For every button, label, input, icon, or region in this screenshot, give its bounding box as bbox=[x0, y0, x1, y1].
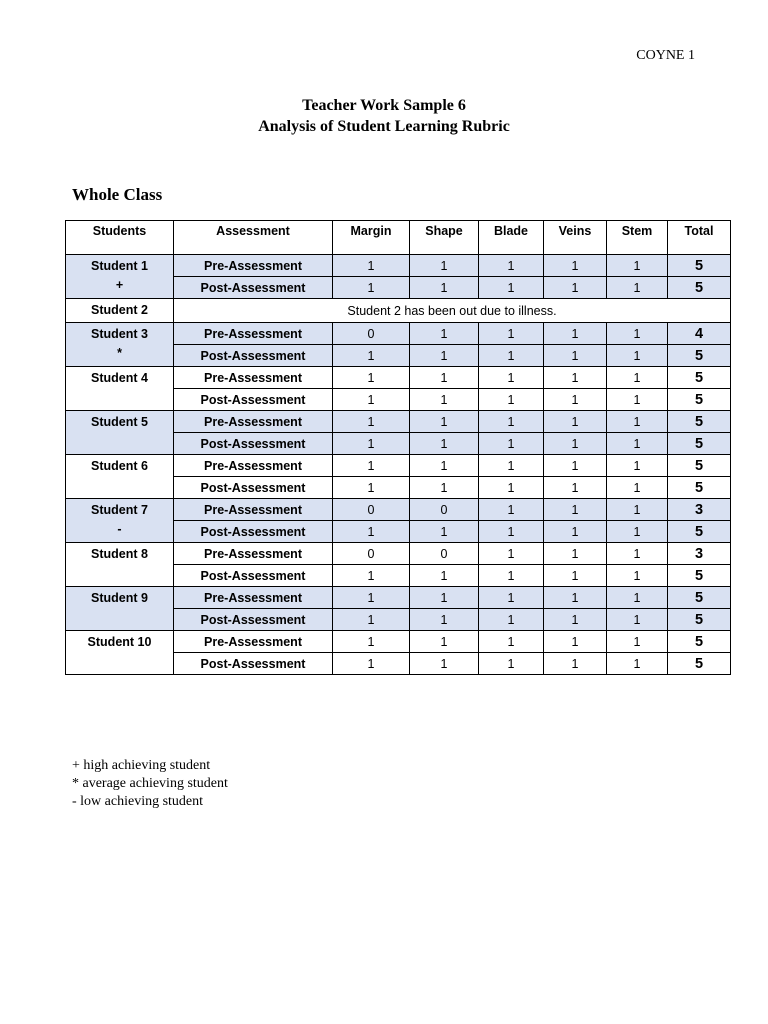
score-cell: 1 bbox=[333, 521, 410, 543]
table-row bbox=[66, 367, 731, 389]
table-header-row bbox=[66, 221, 731, 255]
rubric-table bbox=[65, 220, 731, 675]
score-cell: 1 bbox=[607, 389, 668, 411]
score-cell: 1 bbox=[479, 653, 544, 675]
rubric-table-body bbox=[66, 255, 731, 675]
score-cell: 1 bbox=[607, 411, 668, 433]
assessment-label: Pre-Assessment bbox=[174, 367, 333, 389]
score-cell: 1 bbox=[544, 367, 607, 389]
student-name: Student 8 bbox=[91, 547, 148, 561]
score-cell: 1 bbox=[607, 345, 668, 367]
score-cell: 1 bbox=[607, 499, 668, 521]
assessment-label: Post-Assessment bbox=[174, 389, 333, 411]
assessment-label: Pre-Assessment bbox=[174, 255, 333, 277]
score-cell: 1 bbox=[333, 609, 410, 631]
student-name: Student 5 bbox=[91, 415, 148, 429]
score-cell: 1 bbox=[544, 565, 607, 587]
assessment-label: Pre-Assessment bbox=[174, 323, 333, 345]
assessment-label: Post-Assessment bbox=[174, 653, 333, 675]
section-heading: Whole Class bbox=[72, 185, 163, 204]
score-cell: 1 bbox=[333, 433, 410, 455]
score-cell: 1 bbox=[607, 587, 668, 609]
score-cell: 1 bbox=[544, 345, 607, 367]
score-cell: 1 bbox=[479, 499, 544, 521]
score-cell: 1 bbox=[479, 345, 544, 367]
score-cell: 1 bbox=[333, 477, 410, 499]
total-cell: 5 bbox=[668, 389, 731, 411]
score-cell: 1 bbox=[410, 609, 479, 631]
student-name-cell bbox=[66, 499, 174, 543]
assessment-label: Post-Assessment bbox=[174, 565, 333, 587]
assessment-label: Pre-Assessment bbox=[174, 455, 333, 477]
score-cell: 1 bbox=[410, 521, 479, 543]
student-name-cell bbox=[66, 299, 174, 323]
score-cell: 1 bbox=[607, 543, 668, 565]
score-cell: 1 bbox=[410, 345, 479, 367]
table-row bbox=[66, 587, 731, 609]
score-cell: 1 bbox=[333, 345, 410, 367]
score-cell: 1 bbox=[479, 323, 544, 345]
score-cell: 0 bbox=[410, 499, 479, 521]
score-cell: 1 bbox=[479, 609, 544, 631]
achievement-mark: - bbox=[117, 522, 122, 536]
legend-item: - low achieving student bbox=[72, 794, 204, 809]
score-cell: 1 bbox=[479, 455, 544, 477]
total-cell: 5 bbox=[668, 609, 731, 631]
score-cell: 1 bbox=[544, 653, 607, 675]
score-cell: 1 bbox=[333, 411, 410, 433]
student-name-cell bbox=[66, 255, 174, 299]
score-cell: 1 bbox=[479, 587, 544, 609]
column-header: Assessment bbox=[174, 221, 333, 255]
score-cell: 1 bbox=[544, 411, 607, 433]
score-cell: 1 bbox=[544, 323, 607, 345]
table-row bbox=[66, 543, 731, 565]
total-cell: 5 bbox=[668, 367, 731, 389]
score-cell: 1 bbox=[544, 433, 607, 455]
score-cell: 1 bbox=[544, 477, 607, 499]
total-cell: 5 bbox=[668, 565, 731, 587]
score-cell: 1 bbox=[333, 653, 410, 675]
score-cell: 1 bbox=[607, 367, 668, 389]
score-cell: 1 bbox=[333, 277, 410, 299]
total-cell: 3 bbox=[668, 499, 731, 521]
assessment-label: Pre-Assessment bbox=[174, 543, 333, 565]
student-name-cell bbox=[66, 411, 174, 455]
student-name: Student 1 bbox=[91, 259, 148, 273]
score-cell: 1 bbox=[607, 609, 668, 631]
score-cell: 1 bbox=[544, 455, 607, 477]
assessment-label: Post-Assessment bbox=[174, 345, 333, 367]
score-cell: 1 bbox=[607, 277, 668, 299]
score-cell: 1 bbox=[607, 477, 668, 499]
student-name-cell bbox=[66, 367, 174, 411]
score-cell: 1 bbox=[544, 389, 607, 411]
column-header: Veins bbox=[544, 221, 607, 255]
score-cell: 1 bbox=[410, 477, 479, 499]
total-cell: 5 bbox=[668, 477, 731, 499]
score-cell: 1 bbox=[410, 277, 479, 299]
table-row bbox=[66, 499, 731, 521]
score-cell: 1 bbox=[544, 587, 607, 609]
total-cell: 5 bbox=[668, 277, 731, 299]
student-name: Student 6 bbox=[91, 459, 148, 473]
student-name: Student 9 bbox=[91, 591, 148, 605]
score-cell: 1 bbox=[410, 255, 479, 277]
score-cell: 1 bbox=[333, 565, 410, 587]
achievement-mark: * bbox=[117, 346, 122, 360]
assessment-label: Post-Assessment bbox=[174, 433, 333, 455]
student-name: Student 7 bbox=[91, 503, 148, 517]
total-cell: 5 bbox=[668, 587, 731, 609]
student-name: Student 2 bbox=[91, 303, 148, 317]
student-name-cell bbox=[66, 631, 174, 675]
score-cell: 1 bbox=[479, 255, 544, 277]
document-title bbox=[0, 95, 768, 137]
score-cell: 1 bbox=[607, 433, 668, 455]
student-name-cell bbox=[66, 455, 174, 499]
score-cell: 1 bbox=[333, 587, 410, 609]
assessment-label: Post-Assessment bbox=[174, 477, 333, 499]
column-header: Shape bbox=[410, 221, 479, 255]
score-cell: 1 bbox=[607, 255, 668, 277]
legend-item: * average achieving student bbox=[72, 776, 228, 791]
score-cell: 1 bbox=[544, 609, 607, 631]
score-cell: 1 bbox=[479, 433, 544, 455]
total-cell: 5 bbox=[668, 345, 731, 367]
score-cell: 1 bbox=[544, 255, 607, 277]
column-header: Stem bbox=[607, 221, 668, 255]
score-cell: 1 bbox=[410, 389, 479, 411]
table-row bbox=[66, 299, 731, 323]
assessment-label: Post-Assessment bbox=[174, 277, 333, 299]
running-head: COYNE 1 bbox=[636, 48, 695, 63]
absence-note: Student 2 has been out due to illness. bbox=[174, 299, 731, 323]
score-cell: 1 bbox=[479, 521, 544, 543]
assessment-label: Pre-Assessment bbox=[174, 411, 333, 433]
score-cell: 1 bbox=[607, 653, 668, 675]
total-cell: 3 bbox=[668, 543, 731, 565]
score-cell: 1 bbox=[544, 543, 607, 565]
score-cell: 1 bbox=[607, 455, 668, 477]
score-cell: 1 bbox=[479, 565, 544, 587]
score-cell: 1 bbox=[544, 277, 607, 299]
score-cell: 1 bbox=[479, 543, 544, 565]
score-cell: 1 bbox=[410, 433, 479, 455]
assessment-label: Pre-Assessment bbox=[174, 499, 333, 521]
score-cell: 1 bbox=[544, 521, 607, 543]
score-cell: 0 bbox=[410, 543, 479, 565]
student-name: Student 3 bbox=[91, 327, 148, 341]
title-line-2: Analysis of Student Learning Rubric bbox=[258, 118, 510, 135]
score-cell: 1 bbox=[544, 631, 607, 653]
score-cell: 1 bbox=[479, 631, 544, 653]
score-cell: 1 bbox=[410, 587, 479, 609]
score-cell: 1 bbox=[333, 367, 410, 389]
score-cell: 1 bbox=[479, 389, 544, 411]
score-cell: 1 bbox=[410, 455, 479, 477]
assessment-label: Pre-Assessment bbox=[174, 587, 333, 609]
student-name-cell bbox=[66, 587, 174, 631]
score-cell: 1 bbox=[607, 565, 668, 587]
column-header: Margin bbox=[333, 221, 410, 255]
total-cell: 5 bbox=[668, 521, 731, 543]
score-cell: 1 bbox=[607, 521, 668, 543]
total-cell: 5 bbox=[668, 255, 731, 277]
score-cell: 1 bbox=[607, 631, 668, 653]
total-cell: 5 bbox=[668, 433, 731, 455]
score-cell: 1 bbox=[410, 367, 479, 389]
score-cell: 1 bbox=[479, 477, 544, 499]
score-cell: 1 bbox=[410, 631, 479, 653]
student-name-cell bbox=[66, 543, 174, 587]
student-name: Student 4 bbox=[91, 371, 148, 385]
score-cell: 0 bbox=[333, 543, 410, 565]
score-cell: 1 bbox=[333, 255, 410, 277]
score-cell: 1 bbox=[607, 323, 668, 345]
table-row bbox=[66, 255, 731, 277]
score-cell: 1 bbox=[479, 367, 544, 389]
score-cell: 1 bbox=[544, 499, 607, 521]
achievement-mark: + bbox=[115, 278, 124, 292]
score-cell: 1 bbox=[410, 323, 479, 345]
score-cell: 1 bbox=[479, 411, 544, 433]
score-cell: 1 bbox=[410, 411, 479, 433]
student-name: Student 10 bbox=[87, 635, 152, 649]
score-cell: 1 bbox=[410, 565, 479, 587]
table-row bbox=[66, 323, 731, 345]
table-row bbox=[66, 631, 731, 653]
assessment-label: Post-Assessment bbox=[174, 521, 333, 543]
score-cell: 1 bbox=[479, 277, 544, 299]
score-cell: 1 bbox=[333, 389, 410, 411]
table-row bbox=[66, 411, 731, 433]
title-line-1: Teacher Work Sample 6 bbox=[302, 97, 466, 114]
legend bbox=[72, 757, 228, 811]
assessment-label: Post-Assessment bbox=[174, 609, 333, 631]
table-row bbox=[66, 455, 731, 477]
score-cell: 0 bbox=[333, 323, 410, 345]
total-cell: 5 bbox=[668, 455, 731, 477]
total-cell: 5 bbox=[668, 653, 731, 675]
legend-item: + high achieving student bbox=[72, 758, 211, 773]
assessment-label: Pre-Assessment bbox=[174, 631, 333, 653]
score-cell: 0 bbox=[333, 499, 410, 521]
score-cell: 1 bbox=[333, 631, 410, 653]
student-name-cell bbox=[66, 323, 174, 367]
score-cell: 1 bbox=[410, 653, 479, 675]
column-header: Blade bbox=[479, 221, 544, 255]
column-header: Total bbox=[668, 221, 731, 255]
total-cell: 5 bbox=[668, 411, 731, 433]
column-header: Students bbox=[66, 221, 174, 255]
total-cell: 4 bbox=[668, 323, 731, 345]
score-cell: 1 bbox=[333, 455, 410, 477]
total-cell: 5 bbox=[668, 631, 731, 653]
